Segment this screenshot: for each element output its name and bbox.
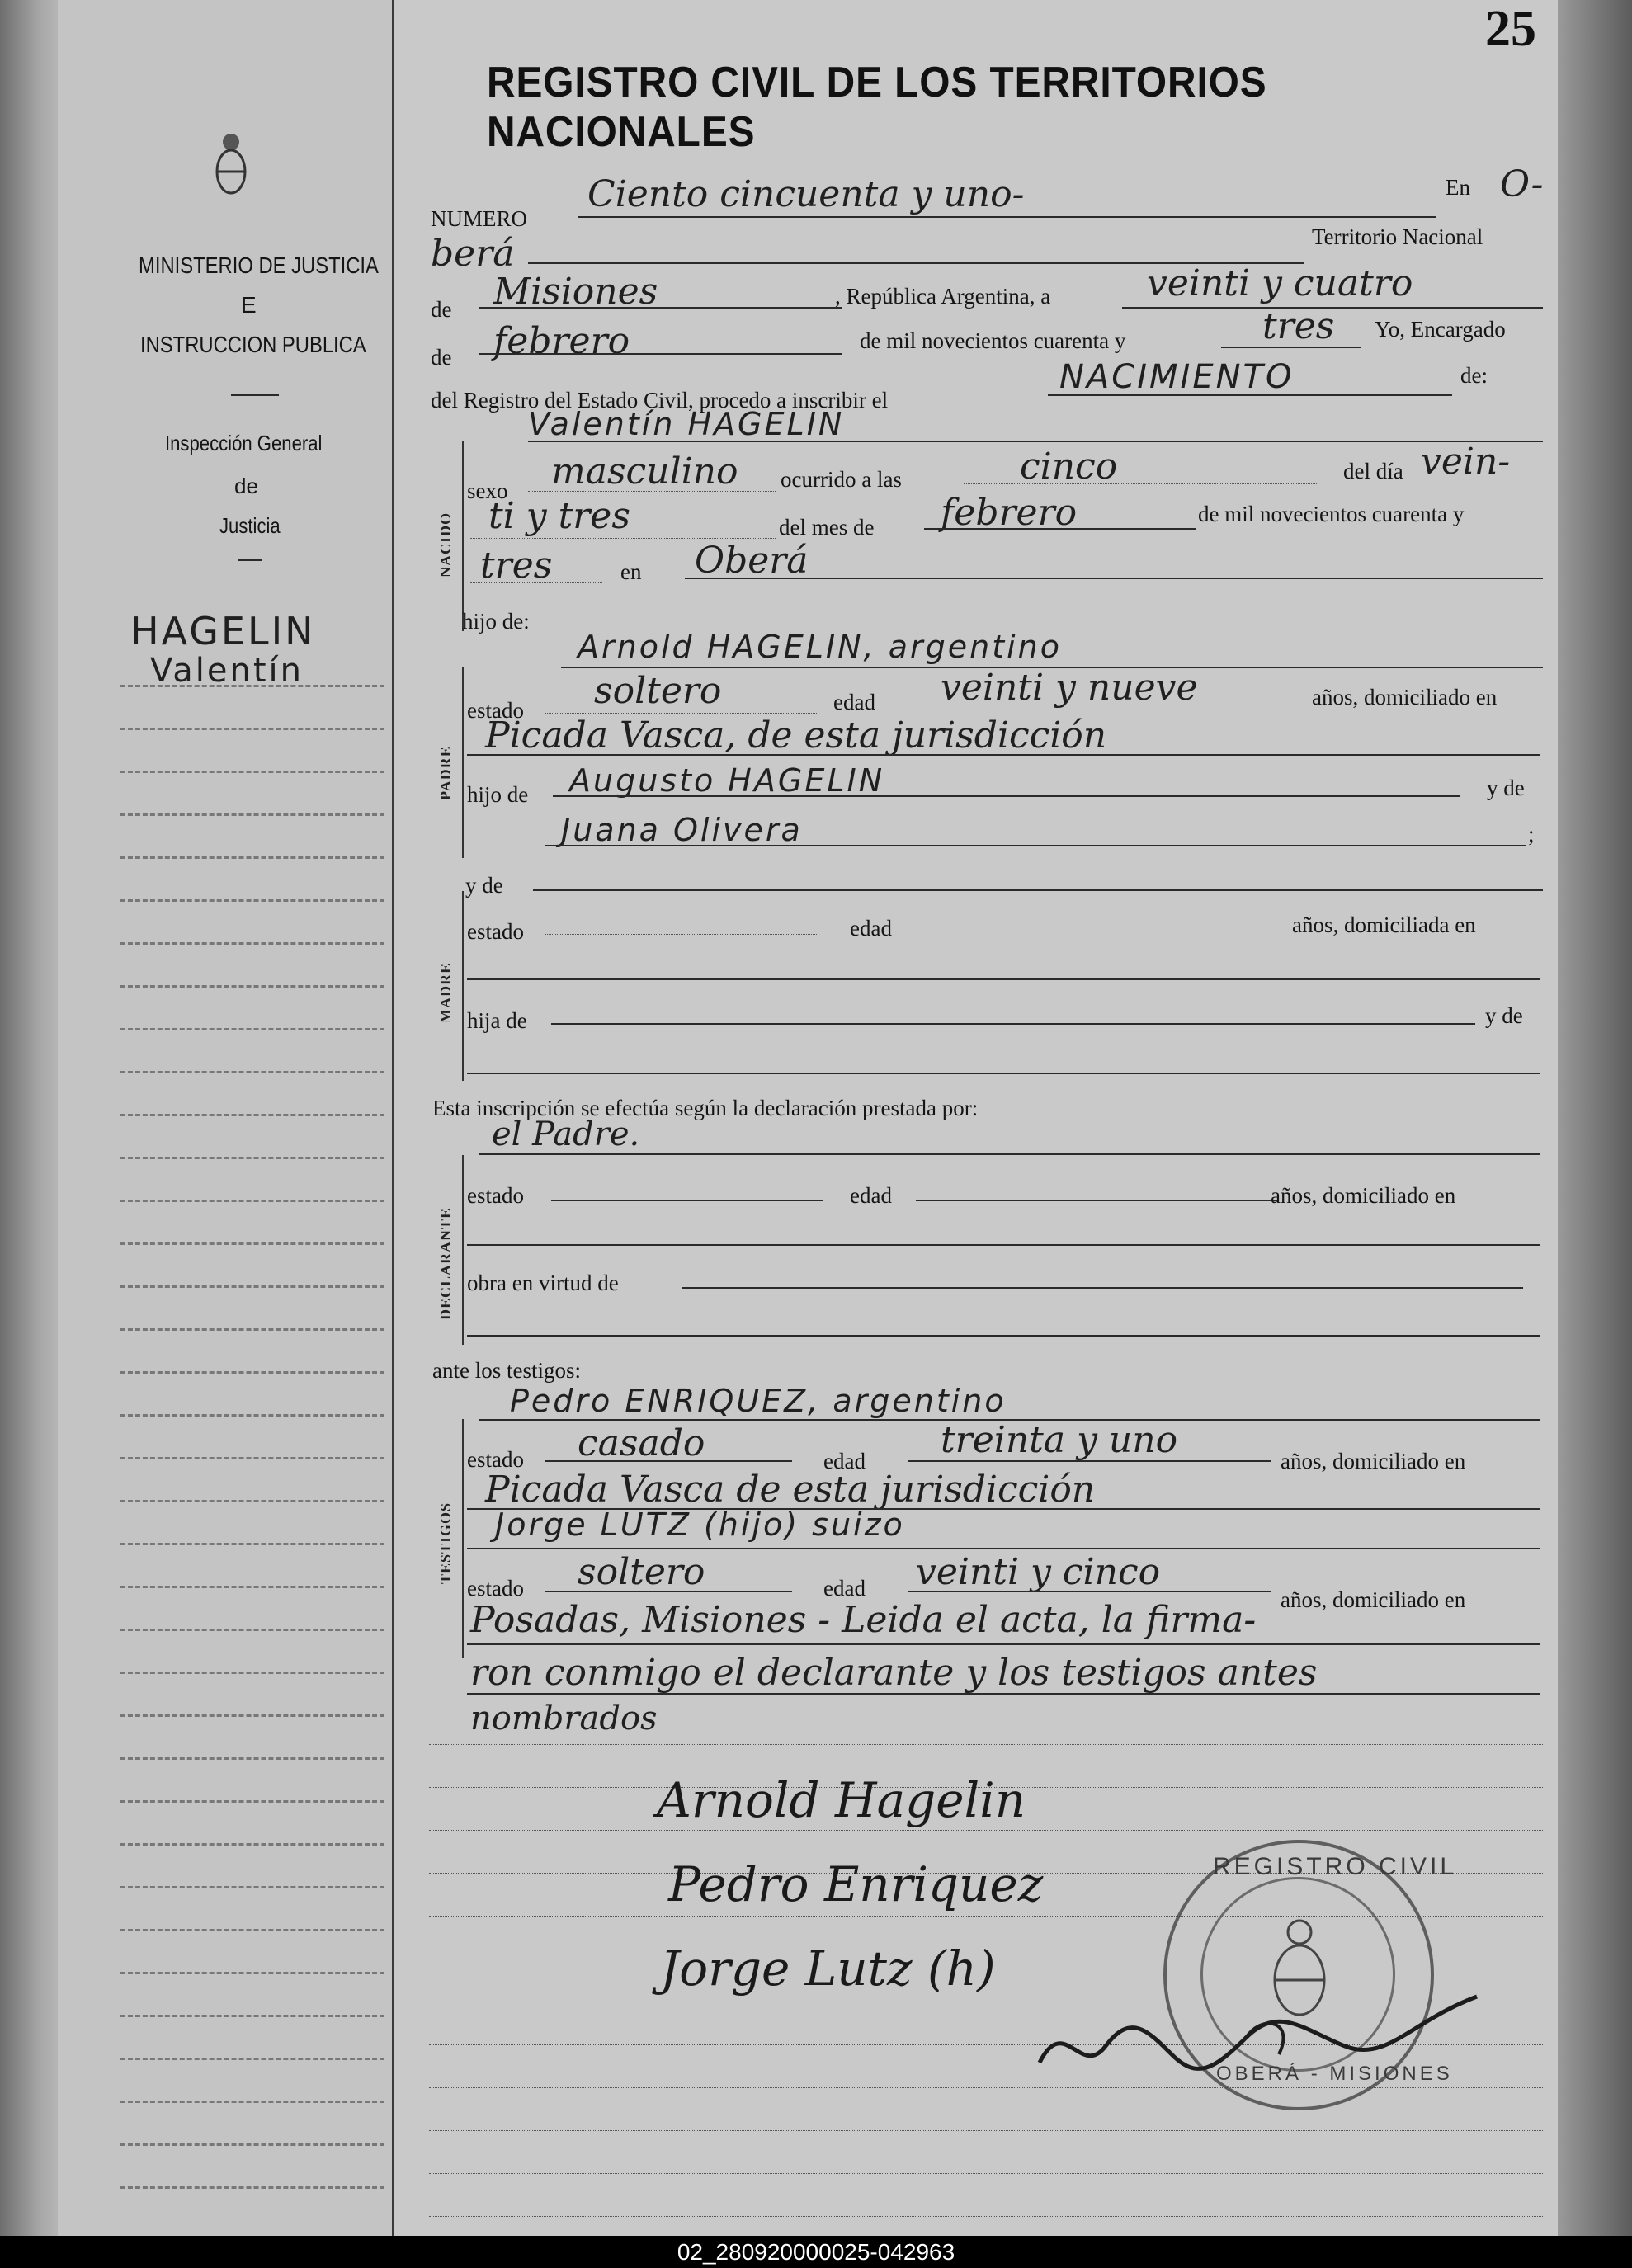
rule bbox=[467, 754, 1540, 756]
padre-anos-label: años, domiciliado en bbox=[1312, 685, 1498, 710]
official-signature-mark bbox=[1031, 1980, 1493, 2087]
de-label3: de: bbox=[1460, 363, 1488, 388]
rule bbox=[470, 538, 776, 539]
inspection-line3: Justicia bbox=[219, 513, 281, 538]
declarante-edad-label: edad bbox=[850, 1183, 892, 1208]
rule bbox=[551, 1200, 823, 1201]
declarante-obra-label: obra en virtud de bbox=[467, 1271, 619, 1295]
margin-rule bbox=[120, 1757, 384, 1760]
margin-rule bbox=[120, 1672, 384, 1674]
margin-rule bbox=[120, 2058, 384, 2060]
madre-y-de-label: y de bbox=[465, 873, 503, 898]
declarante-estado-label: estado bbox=[467, 1183, 524, 1208]
padre-domicilio: Picada Vasca, de esta jurisdicción bbox=[485, 714, 1107, 757]
rule bbox=[467, 1073, 1540, 1074]
madre-edad-label: edad bbox=[850, 916, 892, 941]
margin-rule bbox=[120, 1328, 384, 1331]
form-rule bbox=[429, 1830, 1543, 1831]
rule bbox=[545, 713, 817, 714]
rule bbox=[528, 441, 1543, 442]
book-gutter bbox=[0, 0, 58, 2236]
ocurrido-label: ocurrido a las bbox=[781, 467, 902, 492]
closing-line2: ron conmigo el declarante y los testigos antes bbox=[470, 1652, 1318, 1694]
form-rule bbox=[429, 2216, 1543, 2217]
registro-label: del Registro del Estado Civil, procedo a inscribir el bbox=[431, 388, 889, 413]
margin-rule bbox=[120, 1200, 384, 1202]
rule bbox=[682, 1287, 1523, 1289]
left-margin-column bbox=[58, 0, 394, 2236]
nacido-section-label: NACIDO bbox=[437, 512, 454, 578]
padre-estado-value: soltero bbox=[594, 670, 722, 712]
abuela-name: Juana Olivera bbox=[561, 812, 803, 848]
margin-rule bbox=[120, 2015, 384, 2017]
testigo2-name: Jorge LUTZ (hijo) suizo bbox=[495, 1506, 905, 1543]
rule bbox=[467, 1335, 1540, 1337]
margin-rule bbox=[120, 1886, 384, 1888]
rule bbox=[545, 1591, 792, 1592]
rule bbox=[479, 307, 842, 309]
section-bracket bbox=[462, 1419, 464, 1658]
rule bbox=[470, 582, 602, 583]
section-bracket bbox=[462, 667, 464, 858]
rule bbox=[908, 1460, 1271, 1462]
rule bbox=[467, 1693, 1540, 1695]
margin-rule bbox=[120, 1457, 384, 1459]
page-title: REGISTRO CIVIL DE LOS TERRITORIOS NACIONALES bbox=[487, 59, 1267, 156]
padre-end-mark: ; bbox=[1528, 822, 1535, 846]
t1-anos-label: años, domiciliado en bbox=[1281, 1449, 1466, 1473]
madre-estado-label: estado bbox=[467, 919, 524, 944]
signature-jorge-lutz: Jorge Lutz (h) bbox=[660, 1940, 996, 1997]
padre-estado-label: estado bbox=[467, 698, 524, 723]
margin-rule bbox=[120, 1972, 384, 1974]
padre-hijo-de-label: hijo de bbox=[467, 782, 529, 807]
declarante-intro: Esta inscripción se efectúa según la declaración prestada por: bbox=[432, 1096, 979, 1120]
rule bbox=[467, 978, 1540, 980]
form-rule bbox=[429, 1744, 1543, 1745]
t2-anos-label: años, domiciliado en bbox=[1281, 1587, 1466, 1612]
republica-label: , República Argentina, a bbox=[835, 284, 1051, 309]
en-value-cont: berá bbox=[431, 233, 515, 275]
de-label2: de bbox=[431, 345, 452, 370]
ministry-line1: MINISTERIO DE JUSTICIA bbox=[139, 252, 379, 278]
section-bracket bbox=[462, 441, 464, 631]
ministry-line3: INSTRUCCION PUBLICA bbox=[140, 332, 366, 357]
madre-hija-de-label: hija de bbox=[467, 1008, 527, 1033]
margin-rule bbox=[120, 1371, 384, 1374]
page-number: 25 bbox=[1485, 1, 1536, 57]
anio-label: de mil novecientos cuarenta y bbox=[1198, 502, 1465, 526]
hora-value: cinco bbox=[1020, 446, 1118, 488]
t2-estado-label: estado bbox=[467, 1576, 524, 1601]
margin-rule bbox=[120, 856, 384, 859]
numero-label: NUMERO bbox=[431, 206, 528, 231]
numero-value: Ciento cincuenta y uno- bbox=[587, 173, 1025, 215]
hijo-label: hijo de: bbox=[462, 609, 530, 634]
margin-rule bbox=[120, 1500, 384, 1502]
dia-value-cont: ti y tres bbox=[488, 495, 630, 537]
rule bbox=[467, 1244, 1540, 1246]
t1-edad-value: treinta y uno bbox=[941, 1419, 1178, 1461]
margin-rule bbox=[120, 1543, 384, 1545]
margin-rule bbox=[120, 1157, 384, 1159]
en-label: En bbox=[1446, 175, 1470, 200]
en-value: O- bbox=[1500, 163, 1544, 205]
rule bbox=[685, 578, 1543, 579]
t1-estado-label: estado bbox=[467, 1447, 524, 1472]
anio-value: tres bbox=[480, 545, 553, 587]
sexo-value: masculino bbox=[551, 450, 738, 493]
margin-rule bbox=[120, 985, 384, 988]
dia-label: del día bbox=[1343, 459, 1403, 483]
stamp-bottom-text: OBERÁ - MISIONES bbox=[1216, 2063, 1453, 2085]
margin-rule bbox=[120, 942, 384, 945]
form-rule bbox=[429, 2173, 1543, 2174]
margin-rule bbox=[120, 1414, 384, 1417]
inspection-line1: Inspección General bbox=[165, 431, 323, 455]
padre-edad-value: veinti y nueve bbox=[941, 667, 1198, 709]
rule bbox=[908, 1591, 1271, 1592]
margin-rule bbox=[120, 2143, 384, 2146]
margin-rule bbox=[120, 1114, 384, 1116]
rule bbox=[1048, 394, 1452, 396]
margin-rule bbox=[120, 1586, 384, 1588]
padre-y-de-label: y de bbox=[1487, 776, 1525, 800]
margin-rule bbox=[120, 1714, 384, 1717]
t2-edad-label: edad bbox=[823, 1576, 866, 1601]
declarante-anos-label: años, domiciliado en bbox=[1271, 1183, 1456, 1208]
encargado-label: Yo, Encargado bbox=[1375, 317, 1506, 342]
rule bbox=[533, 889, 1543, 891]
year-label: de mil novecientos cuarenta y bbox=[860, 328, 1126, 353]
margin-rule bbox=[120, 685, 384, 687]
margin-rule bbox=[120, 1028, 384, 1030]
margin-rule bbox=[120, 813, 384, 816]
padre-section-label: PADRE bbox=[437, 746, 454, 800]
sexo-label: sexo bbox=[467, 479, 508, 503]
rule bbox=[545, 934, 817, 935]
mes-label: del mes de bbox=[779, 515, 875, 540]
nacido-name: Valentín HAGELIN bbox=[528, 406, 845, 442]
rule bbox=[916, 1200, 1279, 1201]
madre-y-de-label2: y de bbox=[1485, 1003, 1523, 1028]
testigos-intro: ante los testigos: bbox=[432, 1358, 581, 1383]
mes-value: febrero bbox=[941, 492, 1078, 534]
testigos-section-label: TESTIGOS bbox=[437, 1502, 454, 1584]
ministry-line2: E bbox=[241, 292, 257, 318]
margin-rule bbox=[120, 2101, 384, 2103]
margin-rule bbox=[120, 899, 384, 902]
stamp-top-text: REGISTRO CIVIL bbox=[1213, 1853, 1458, 1880]
t2-edad-value: veinti y cinco bbox=[916, 1551, 1161, 1593]
de-label: de bbox=[431, 297, 452, 322]
month-value: febrero bbox=[493, 320, 630, 362]
margin-surname: HAGELIN bbox=[130, 609, 316, 653]
margin-rule bbox=[120, 1242, 384, 1245]
margin-rule bbox=[120, 1800, 384, 1803]
t2-estado-value: soltero bbox=[578, 1551, 705, 1593]
divider bbox=[231, 394, 279, 396]
day-value: veinti y cuatro bbox=[1147, 262, 1413, 304]
form-rule bbox=[429, 2087, 1543, 2088]
rule bbox=[467, 1643, 1540, 1645]
margin-rule bbox=[120, 1929, 384, 1931]
signature-arnold-hagelin: Arnold Hagelin bbox=[657, 1772, 1026, 1828]
t1-domicilio: Picada Vasca de esta jurisdicción bbox=[485, 1469, 1096, 1511]
t2-domicilio: Posadas, Misiones - Leida el acta, la firma- bbox=[470, 1599, 1257, 1641]
territorio-label: Territorio Nacional bbox=[1312, 224, 1483, 249]
image-id-footer: 02_280920000025-042963 bbox=[0, 2236, 1632, 2268]
section-bracket bbox=[462, 891, 464, 1081]
madre-section-label: MADRE bbox=[437, 963, 454, 1023]
margin-rule bbox=[120, 1843, 384, 1846]
margin-rule bbox=[120, 771, 384, 773]
margin-rule bbox=[120, 728, 384, 730]
year-value: tres bbox=[1262, 305, 1335, 347]
margin-given-name: Valentín bbox=[150, 652, 304, 690]
margin-rule bbox=[120, 2186, 384, 2189]
dia-value: vein- bbox=[1421, 441, 1511, 483]
padre-edad-label: edad bbox=[833, 690, 875, 714]
rule bbox=[551, 1023, 1475, 1025]
closing-line3: nombrados bbox=[470, 1700, 658, 1738]
madre-anos-label: años, domiciliada en bbox=[1292, 912, 1476, 937]
section-bracket bbox=[462, 1155, 464, 1345]
lugar-value: Oberá bbox=[695, 540, 809, 582]
abuelo-name: Augusto HAGELIN bbox=[569, 762, 885, 799]
rule bbox=[553, 795, 1460, 797]
signature-pedro-enriquez: Pedro Enriquez bbox=[668, 1856, 1044, 1912]
argentine-coat-of-arms-icon bbox=[213, 124, 249, 198]
padre-name: Arnold HAGELIN, argentino bbox=[578, 629, 1062, 665]
rule bbox=[545, 1460, 792, 1462]
rule bbox=[1221, 347, 1361, 348]
territory-value: Misiones bbox=[493, 271, 658, 313]
act-type: NACIMIENTO bbox=[1059, 358, 1295, 396]
rule bbox=[528, 491, 776, 492]
t1-estado-value: casado bbox=[578, 1422, 705, 1464]
page-edge bbox=[1558, 0, 1632, 2236]
testigo1-name: Pedro ENRIQUEZ, argentino bbox=[510, 1383, 1007, 1419]
rule bbox=[479, 353, 842, 355]
declarante-section-label: DECLARANTE bbox=[437, 1207, 454, 1320]
form-rule bbox=[429, 2130, 1543, 2131]
rule bbox=[479, 1153, 1540, 1155]
rule bbox=[924, 528, 1196, 530]
divider bbox=[238, 559, 262, 561]
declarante-name: el Padre. bbox=[492, 1115, 640, 1153]
t1-edad-label: edad bbox=[823, 1449, 866, 1473]
rule bbox=[578, 216, 1436, 218]
en-place-label: en bbox=[620, 559, 642, 584]
margin-rule bbox=[120, 1071, 384, 1073]
rule bbox=[545, 845, 1526, 846]
margin-rule bbox=[120, 1629, 384, 1631]
margin-rule bbox=[120, 1285, 384, 1288]
rule bbox=[964, 483, 1318, 484]
inspection-line2: de bbox=[234, 474, 258, 498]
rule bbox=[467, 1548, 1540, 1549]
